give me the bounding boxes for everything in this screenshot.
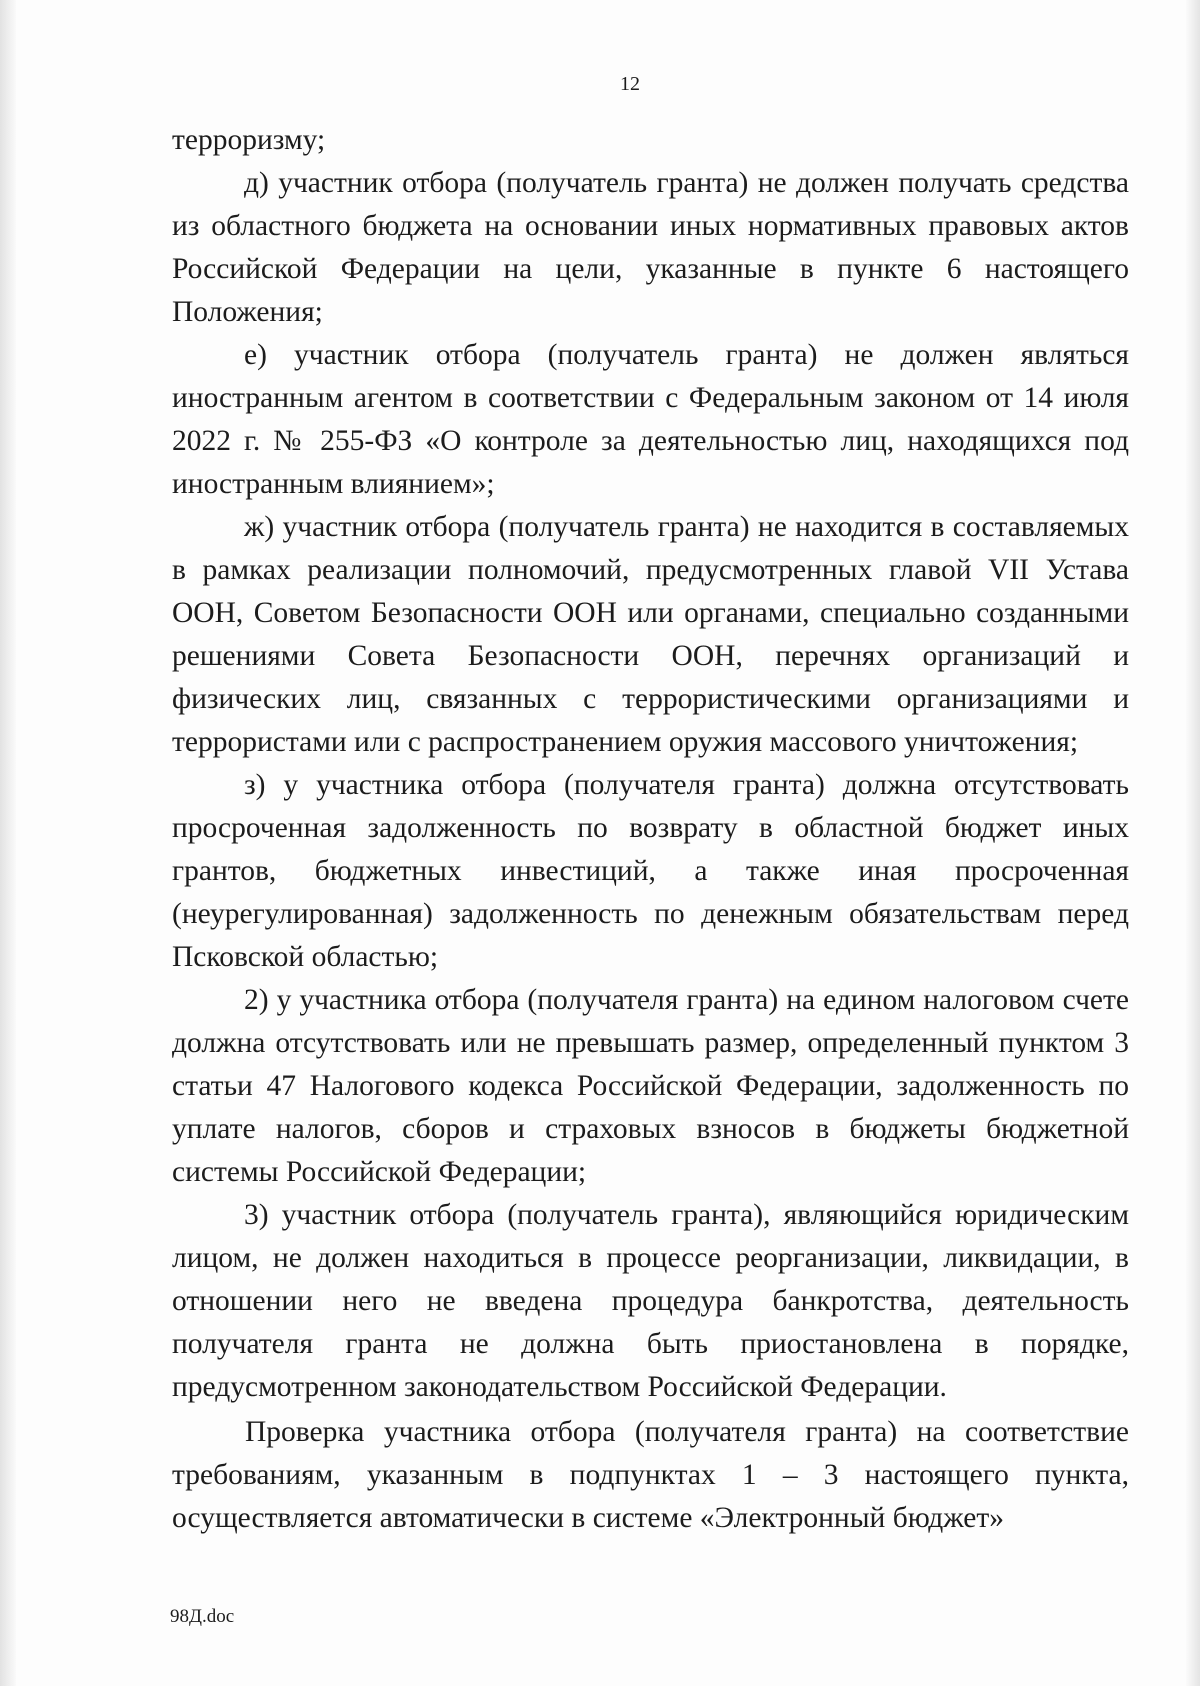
paragraph-item-d: д) участник отбора (получатель гранта) не должен получать средства из областного бюджета на основании иных нормативных правовых актов Российской Федерации на цели, указанные в пункте 6 настоящего Положения; xyxy=(172,167,1129,328)
paragraph-item-2: 2) у участника отбора (получателя гранта) на едином налоговом счете должна отсутствовать или не превышать размер, определенный пунктом 3 статьи 47 Налогового кодекса Российской Федерации, задолженность по уплате налогов, сборов и страховых взносов в бюджеты бюджетной системы Российской Федерации; xyxy=(172,984,1129,1188)
paragraph-verification: Проверка участника отбора (получателя гранта) на соответствие требованиям, указанным в подпунктах 1 – 3 настоящего пункта, осуществляется автоматически в системе «Электронный бюджет» xyxy=(172,1416,1129,1534)
footer-file-reference: 98Д.doc xyxy=(170,1606,235,1627)
paragraph-item-3: 3) участник отбора (получатель гранта), являющийся юридическим лицом, не должен находиться в процессе реорганизации, ликвидации, в отношении него не введена процедура банкротства, деятельность получателя гранта не должна быть приостановлена в порядке, предусмотренном законодательством Российской Федерации. xyxy=(172,1199,1129,1403)
paragraph-item-zh: ж) участник отбора (получатель гранта) не находится в составляемых в рамках реализации полномочий, предусмотренных главой VII Устава ООН, Советом Безопасности ООН или органами, специально созданными решениями Совета Безопасности ООН, перечнях организаций и физических лиц, связанных с террористическими организациями и террористами или с распространением оружия массового уничтожения; xyxy=(172,511,1129,758)
scan-edge-left xyxy=(0,0,16,1686)
paragraph-item-z: з) у участника отбора (получателя гранта) должна отсутствовать просроченная задолженность по возврату в областной бюджет иных грантов, бюджетных инвестиций, а также иная просроченная (неурегулированная) задолженность по денежным обязательствам перед Псковской областью; xyxy=(172,769,1129,973)
paragraph-continuation: терроризму; xyxy=(172,124,326,156)
paragraph-item-e: е) участник отбора (получатель гранта) не должен являться иностранным агентом в соответствии с Федеральным законом от 14 июля 2022 г. № 255-ФЗ «О контроле за деятельностью лиц, находящихся под иностранным влиянием»; xyxy=(172,339,1129,500)
scan-edge-right xyxy=(1186,0,1200,1686)
page-number: 12 xyxy=(620,73,640,95)
document-body xyxy=(172,119,1129,1540)
